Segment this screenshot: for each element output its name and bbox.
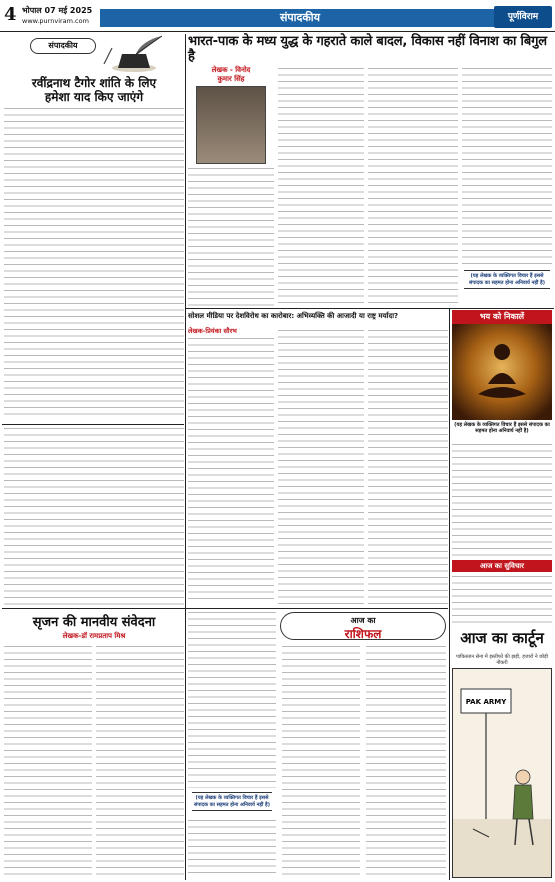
sujan-body-col3 <box>188 612 276 788</box>
section-label: संपादकीय <box>230 10 370 25</box>
lead-byline: लेखक - विनोद कुमार सिंह <box>211 66 251 83</box>
disclaimer-quote: (यह लेखक के व्यक्तिगत विचार हैं इससे संपादक का सहमत होना अनिवार्य नहीं है) <box>192 792 272 811</box>
column-divider <box>185 34 186 880</box>
paper-logo: पूर्णविराम <box>494 6 552 28</box>
masthead-rule <box>0 31 555 32</box>
cartoon-title: आज का कार्टून <box>460 629 544 647</box>
rashifal-line1: आज का <box>350 616 376 625</box>
page-number: 4 <box>4 4 17 25</box>
column-divider <box>449 308 450 880</box>
divider <box>2 424 184 425</box>
lead-headline: भारत-पाक के मध्य युद्ध के गहराते काले बादल, विकास नहीं विनाश का बिगुल है <box>188 34 547 64</box>
fear-body <box>452 444 552 556</box>
fear-box <box>452 310 552 440</box>
rashifal-line2: राशिफल <box>344 627 382 641</box>
section-bar <box>100 9 500 27</box>
editorial-badge: संपादकीय <box>30 38 96 54</box>
rashifal-banner <box>280 612 446 640</box>
meditation-figure-icon <box>452 324 552 420</box>
social-media-byline: लेखक-प्रियंका सौरभ <box>188 327 237 335</box>
tagore-headline: रवींद्रनाथ टैगोर शांति के लिए हमेशा याद किए जाएंगे <box>31 76 157 104</box>
sm-body-col1 <box>188 338 274 604</box>
rashifal-body-col1 <box>282 646 360 878</box>
sm-body-col2 <box>278 330 364 604</box>
sujan-body-col3b <box>188 820 276 878</box>
quill-inkpot-icon <box>96 34 172 74</box>
rashifal-body-col2 <box>366 646 446 878</box>
sujan-body-col1 <box>4 646 92 878</box>
sm-body-col3 <box>368 330 448 604</box>
dateline: भोपाल 07 मई 2025 <box>22 6 93 15</box>
column-body <box>4 428 184 606</box>
meditation-image <box>452 324 552 420</box>
lead-body-col4 <box>462 68 552 268</box>
sujan-body-col2 <box>96 646 184 878</box>
masthead <box>0 0 555 34</box>
divider <box>278 608 448 609</box>
sujan-headline: सृजन की मानवीय संवेदना <box>32 615 156 630</box>
author-photo <box>196 86 266 164</box>
divider <box>2 608 278 609</box>
sujan-byline: लेखक-डॉ रामप्रताप मिश्र <box>62 632 126 640</box>
cartoon-sign-text: PAK ARMY <box>465 698 507 706</box>
cartoon-panel <box>452 668 552 878</box>
lead-body-col3 <box>368 68 458 308</box>
divider <box>186 308 554 309</box>
fear-box-caption: (यह लेखक के व्यक्तिगत विचार हैं इससे संपादक का सहमत होना अनिवार्य नहीं है) <box>454 422 550 434</box>
lead-body-col2 <box>278 68 364 308</box>
lead-body-col1 <box>188 168 274 308</box>
cartoon-drawing-icon <box>453 669 552 878</box>
tagore-article-body <box>4 108 184 420</box>
suvichar-title: आज का सुविचार <box>452 560 552 572</box>
social-media-headline: सोशल मीडिया पर देशविरोध का कारोबार: अभिव्यक्ति की आजादी या राष्ट्र मर्यादा? <box>188 312 399 320</box>
suvichar-body <box>452 576 552 624</box>
cartoon-caption: पाकिस्तान सेना में इस्तीफों की झड़ी, हजारों ने छोड़ी नौकरी <box>455 654 548 666</box>
disclaimer-quote: (यह लेखक के व्यक्तिगत विचार हैं इससे संपादक का सहमत होना अनिवार्य नहीं है) <box>464 270 550 289</box>
fear-box-title: भय को निकालें <box>452 310 552 324</box>
website-link[interactable]: www.purnviram.com <box>22 17 89 25</box>
